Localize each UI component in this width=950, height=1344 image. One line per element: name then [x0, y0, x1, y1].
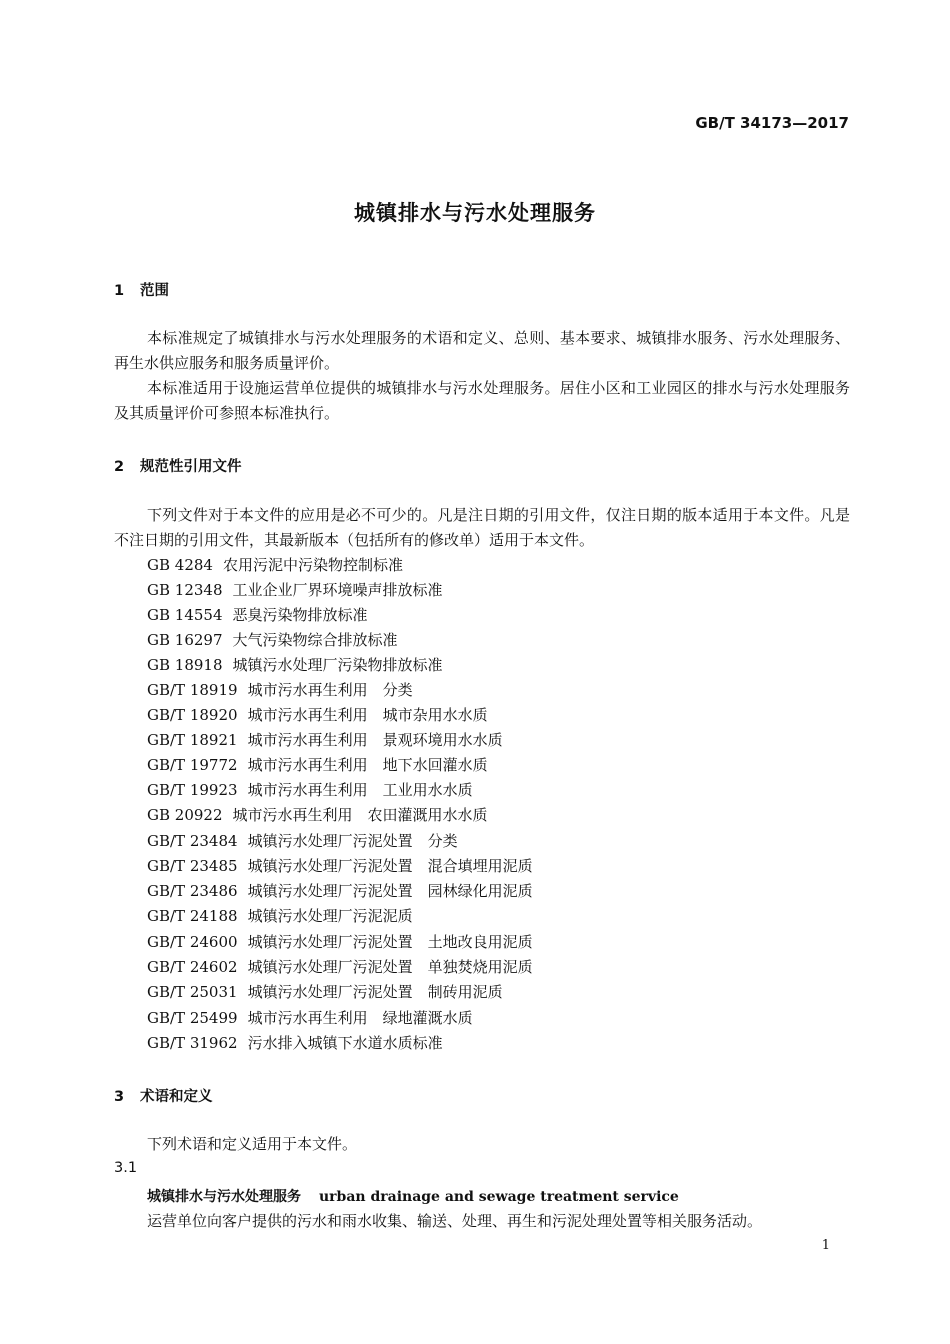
- reference-title: 城镇污水处理厂污染物排放标准: [232, 656, 443, 674]
- reference-item: [147, 553, 403, 578]
- reference-code: GB/T 25499: [147, 1009, 238, 1027]
- reference-code: GB/T 18921: [147, 731, 238, 749]
- reference-item: [147, 628, 398, 653]
- section-number: 2: [114, 459, 125, 475]
- reference-code: GB/T 25031: [147, 983, 238, 1001]
- reference-item: [147, 1006, 473, 1031]
- reference-code: GB/T 24602: [147, 958, 238, 976]
- reference-title: 城市污水再生利用 农田灌溉用水水质: [232, 806, 488, 824]
- reference-code: GB 20922: [147, 806, 223, 824]
- reference-title: 城市污水再生利用 城市杂用水水质: [247, 706, 488, 724]
- reference-title: 城镇污水处理厂污泥处置 混合填埋用泥质: [247, 857, 533, 875]
- reference-item: [147, 829, 458, 854]
- reference-code: GB/T 24600: [147, 933, 238, 951]
- reference-item: [147, 854, 533, 879]
- section-heading-terms: [114, 1085, 213, 1106]
- section-title: 范围: [140, 283, 169, 299]
- reference-title: 农用污泥中污染物控制标准: [222, 556, 403, 574]
- reference-code: GB/T 19772: [147, 756, 238, 774]
- reference-code: GB 16297: [147, 631, 223, 649]
- document-title: 城镇排水与污水处理服务: [354, 201, 596, 225]
- reference-item: [147, 678, 413, 703]
- reference-title: 城镇污水处理厂污泥处置 园林绿化用泥质: [247, 882, 533, 900]
- scope-paragraph-1: 本标准规定了城镇排水与污水处理服务的术语和定义、总则、基本要求、城镇排水服务、污水处理服务、再生水供应服务和服务质量评价。: [114, 329, 850, 372]
- page-number: 1: [821, 1238, 830, 1253]
- reference-item: [147, 1031, 443, 1056]
- reference-title: 城镇污水处理厂污泥处置 制砖用泥质: [247, 983, 503, 1001]
- reference-item: [147, 980, 503, 1005]
- reference-item: [147, 653, 443, 678]
- reference-item: [147, 879, 533, 904]
- reference-item: [147, 603, 368, 628]
- section-heading-scope: [114, 279, 169, 300]
- normative-intro: 下列文件对于本文件的应用是必不可少的。凡是注日期的引用文件，仅注日期的版本适用于本文件。凡是不注日期的引用文件，其最新版本（包括所有的修改单）适用于本文件。: [114, 506, 850, 549]
- reference-code: GB/T 31962: [147, 1034, 238, 1052]
- section-number: 1: [114, 283, 125, 299]
- reference-item: [147, 955, 533, 980]
- reference-code: GB/T 18919: [147, 681, 238, 699]
- reference-title: 城镇污水处理厂污泥泥质: [247, 907, 413, 925]
- reference-item: [147, 753, 488, 778]
- reference-title: 城镇污水处理厂污泥处置 土地改良用泥质: [247, 933, 533, 951]
- term-number: 3.1: [114, 1160, 138, 1176]
- reference-title: 污水排入城镇下水道水质标准: [247, 1034, 443, 1052]
- reference-title: 城市污水再生利用 工业用水水质: [247, 781, 473, 799]
- reference-code: GB 18918: [147, 656, 223, 674]
- section-number: 3: [114, 1089, 125, 1105]
- section-title: 术语和定义: [140, 1089, 213, 1105]
- term-definition: 运营单位向客户提供的污水和雨水收集、输送、处理、再生和污泥处理处置等相关服务活动。: [147, 1212, 763, 1230]
- reference-title: 城镇污水处理厂污泥处置 单独焚烧用泥质: [247, 958, 533, 976]
- reference-code: GB/T 18920: [147, 706, 238, 724]
- reference-code: GB/T 23486: [147, 882, 238, 900]
- reference-title: 城市污水再生利用 分类: [247, 681, 413, 699]
- reference-code: GB 12348: [147, 581, 223, 599]
- reference-item: [147, 703, 488, 728]
- reference-item: [147, 803, 488, 828]
- reference-title: 大气污染物综合排放标准: [232, 631, 398, 649]
- reference-title: 城市污水再生利用 景观环境用水水质: [247, 731, 503, 749]
- reference-title: 城市污水再生利用 地下水回灌水质: [247, 756, 488, 774]
- reference-item: [147, 578, 443, 603]
- reference-title: 城镇污水处理厂污泥处置 分类: [247, 832, 458, 850]
- reference-item: [147, 778, 473, 803]
- terms-intro: 下列术语和定义适用于本文件。: [147, 1135, 358, 1153]
- reference-title: 恶臭污染物排放标准: [232, 606, 368, 624]
- standard-code: GB/T 34173—2017: [695, 114, 849, 132]
- reference-code: GB/T 23484: [147, 832, 238, 850]
- reference-item: [147, 728, 503, 753]
- reference-code: GB/T 24188: [147, 907, 238, 925]
- reference-code: GB 14554: [147, 606, 223, 624]
- reference-code: GB/T 23485: [147, 857, 238, 875]
- section-heading-normative-references: [114, 455, 242, 476]
- reference-title: 工业企业厂界环境噪声排放标准: [232, 581, 443, 599]
- section-title: 规范性引用文件: [140, 459, 242, 475]
- term-chinese: 城镇排水与污水处理服务: [147, 1189, 301, 1205]
- reference-title: 城市污水再生利用 绿地灌溉水质: [247, 1009, 473, 1027]
- reference-code: GB/T 19923: [147, 781, 238, 799]
- term-english: urban drainage and sewage treatment service: [319, 1189, 679, 1205]
- reference-item: [147, 904, 413, 929]
- scope-paragraph-2: 本标准适用于设施运营单位提供的城镇排水与污水处理服务。居住小区和工业园区的排水与污水处理服务及其质量评价可参照本标准执行。: [114, 379, 850, 422]
- term-entry: [147, 1186, 679, 1206]
- reference-item: [147, 930, 533, 955]
- reference-code: GB 4284: [147, 556, 213, 574]
